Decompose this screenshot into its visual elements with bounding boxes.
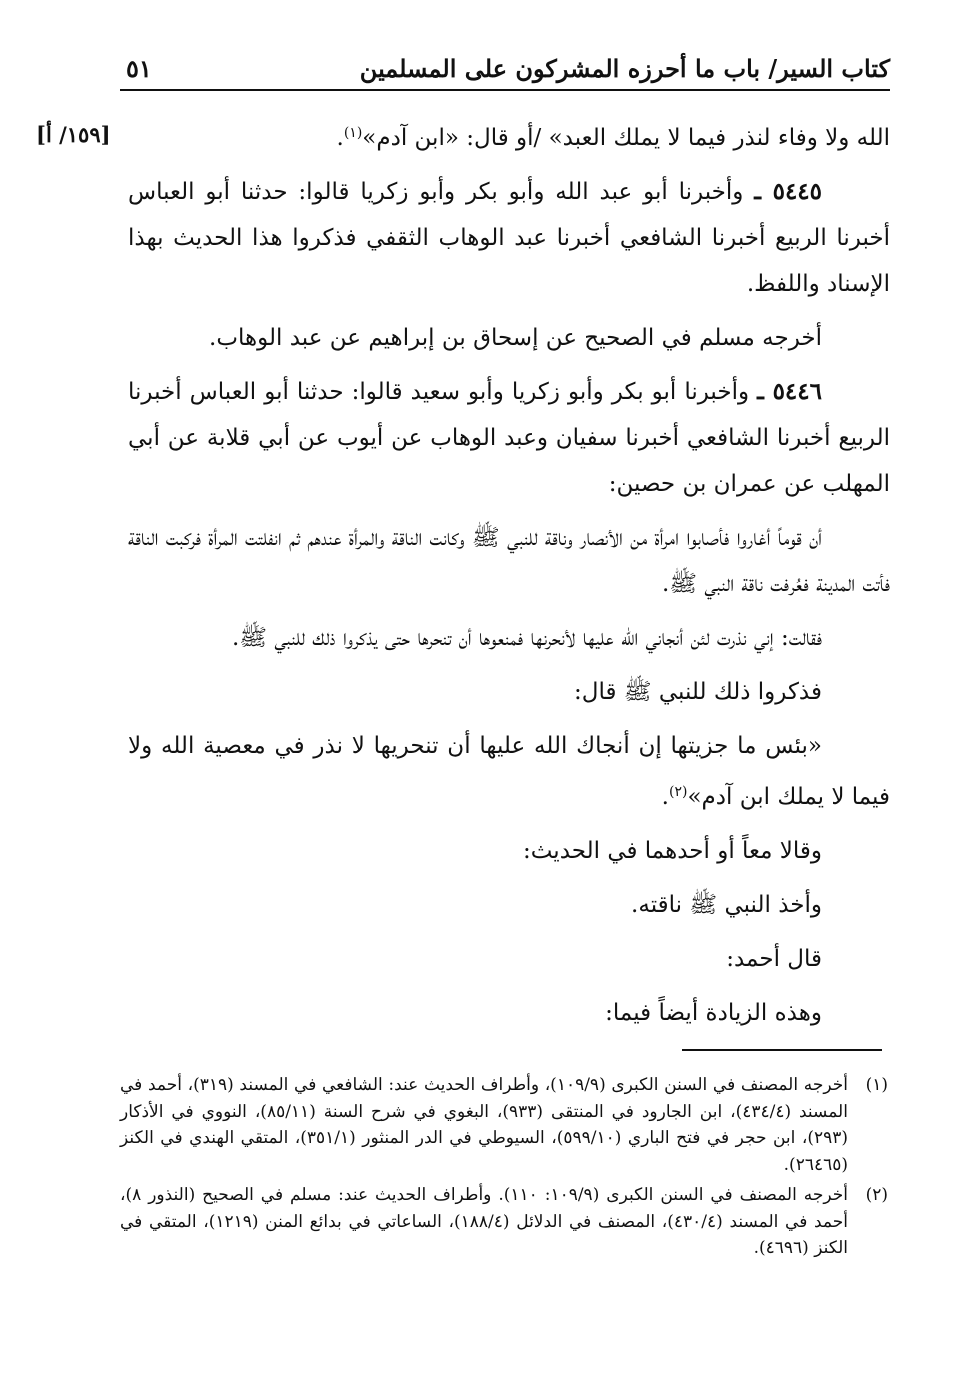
paragraph: [128, 669, 890, 715]
paragraph: [128, 990, 890, 1036]
paragraph-text: وأخبرنا أبو عبد الله وأبو بكر وأبو زكريا قالوا: حدثنا أبو العباس أخبرنا الربيع أخبرنا الشافعي أخبرنا عبد الوهاب الثقفي فذكروا هذا الحديث بهذا الإسناد واللفظ.: [128, 179, 890, 297]
hadith-number: ٥٤٤٦ ـ: [757, 378, 822, 405]
hadith-paragraph: [128, 369, 890, 507]
footnote-divider: [682, 1049, 882, 1051]
paragraph-tail: .: [336, 125, 344, 151]
paragraph: [128, 936, 890, 982]
paragraph-text: الله ولا وفاء لنذر فيما لا يملك العبد» /أو قال: «ابن آدم»: [362, 125, 890, 151]
paragraph-tail: .: [661, 784, 669, 810]
running-header: [120, 42, 890, 90]
paragraph: [128, 515, 890, 607]
paragraph: [128, 615, 890, 661]
paragraph: [128, 882, 890, 928]
paragraph-text: أن قوماً أغاروا فأصابوا امرأة من الأنصار وناقة للنبي ﷺ وكانت الناقة والمرأة عندهم ثم انفلتت المرأة فركبت الناقة فأتت المدينة فعُرفت ناقة النبي ﷺ.: [128, 525, 890, 597]
page-number: ٥١: [126, 54, 152, 83]
header-title: كتاب السير/ باب ما أحرزه المشركون على المسلمين: [359, 54, 890, 83]
footnote-text: أخرجه المصنف في السنن الكبرى (١٠٩/٩)، وأطراف الحديث عند: الشافعي في المسند (٣١٩)، أحمد في المسند (٤٣٤/٤)، ابن الجارود في المنتقى (٩٣٣)، البغوي في شرح السنة (٨٥/١١)، النووي في الأذكار (٢٩٣)، ابن حجر في فتح الباري (٥٩٩/١٠)، السيوطي في الدر المنثور (٣٥١/١)، المتقي الهندي في الكنز (٢٦٤٦٥).: [120, 1075, 849, 1175]
paragraph: [128, 828, 890, 874]
paragraph-text: فقالت: إني نذرت لئن أنجاني الله عليها لأنحرنها فمنعوها أن تنحرها حتى يذكروا ذلك للنبي ﷺ.: [231, 625, 822, 651]
footnote: [120, 1072, 888, 1178]
manuscript-folio-reference: [١٥٩/ أ]: [36, 122, 111, 147]
main-text: [128, 110, 890, 1044]
footnote-number: (٢): [865, 1185, 888, 1205]
paragraph-text: فذكروا ذلك للنبي ﷺ قال:: [573, 679, 822, 705]
hadith-paragraph: [128, 169, 890, 307]
header-divider: [120, 89, 890, 91]
paragraph: [128, 723, 890, 820]
paragraph: [128, 110, 890, 161]
paragraph-text: وهذه الزيادة أيضاً فيما:: [605, 1000, 822, 1026]
footnote: [120, 1182, 888, 1262]
footnote-text: أخرجه المصنف في السنن الكبرى (١٠٩/٩: ١١٠). وأطراف الحديث عند: مسلم في الصحيح (النذور ٨)، أحمد في المسند (٤٣٠/٤)، المصنف في الدلائل (١٨٨/٤)، الساعاتي في بدائع المنن (١٢١٩)، المتقي في الكنز (٤٦٩٦).: [120, 1185, 848, 1258]
footnote-number: (١): [865, 1075, 888, 1095]
paragraph-text: قال أحمد:: [726, 946, 822, 972]
paragraph-text: وقالا معاً أو أحدهما في الحديث:: [522, 838, 822, 864]
paragraph-text: أخرجه مسلم في الصحيح عن إسحاق بن إبراهيم عن عبد الوهاب.: [209, 325, 822, 351]
paragraph: [128, 315, 890, 361]
footnote-ref[interactable]: (١): [343, 125, 363, 141]
paragraph-text: وأخذ النبي ﷺ ناقته.: [631, 892, 822, 918]
footnotes: [120, 1072, 888, 1266]
hadith-number: ٥٤٤٥ ـ: [754, 178, 823, 205]
footnote-ref[interactable]: (٢): [668, 784, 688, 800]
paragraph-text: وأخبرنا أبو بكر وأبو زكريا وأبو سعيد قالوا: حدثنا أبو العباس أخبرنا الربيع أخبرنا الشافعي أخبرنا سفيان وعبد الوهاب عن أيوب عن أبي قلابة عن أبي المهلب عن عمران بن حصين:: [128, 379, 890, 497]
paragraph-text: «بئس ما جزيتها إن أنجاك الله عليها أن تنحريها لا نذر في معصية الله ولا فيما لا يملك ابن آدم»: [128, 733, 890, 810]
